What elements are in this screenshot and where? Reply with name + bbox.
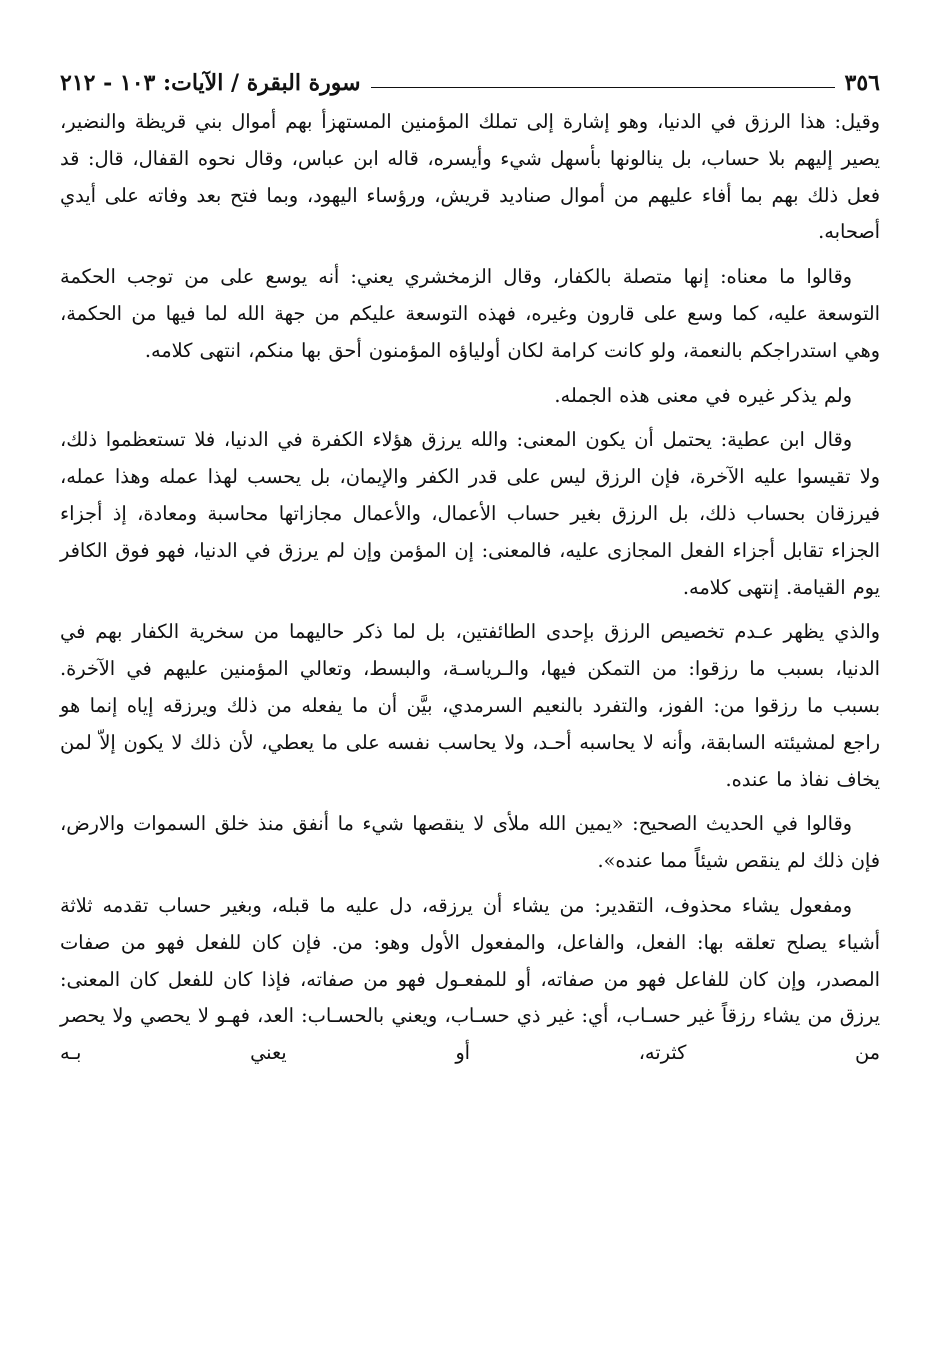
running-header bbox=[60, 60, 880, 94]
page-body bbox=[60, 104, 880, 1072]
book-page bbox=[60, 60, 880, 1300]
paragraph: وقيل: هذا الرزق في الدنيا، وهو إشارة إلى تملك المؤمنين المستهزأ بهم أموال بني قريظة والنضير، يصير إليهم بلا حساب، بل ينالونها بأسهل شيء وأيسره، قاله ابن عباس، وقال نحوه القفال، قال: قد فعل ذلك بهم بما أفاء عليهم من أموال صناديد قريش، ورؤساء اليهود، وبما فتح بعد وفاته على أيدي أصحابه. bbox=[60, 110, 880, 244]
paragraph: وقال ابن عطية: يحتمل أن يكون المعنى: والله يرزق هؤلاء الكفرة في الدنيا، فلا تستعظموا ذلك، ولا تقيسوا عليه الآخرة، فإن الرزق ليس على قدر الكفر والإيمان، بل يحسب لهذا عمله وهذا عمله، فيرزقان بحساب ذلك، بل الرزق بغير حساب الأعمال، والأعمال مجازاتها محاسبة ومعادة، إذ أجزاء الجزاء تقابل أجزاء الفعل المجازى عليه، فالمعنى: إن المؤمن وإن لم يرزق في الدنيا، فهو فوق الكافر يوم القيامة. إنتهى كلامه. bbox=[60, 428, 880, 599]
page-number: ٣٥٦ bbox=[844, 70, 880, 96]
paragraph: وقالوا ما معناه: إنها متصلة بالكفار، وقال الزمخشري يعني: أنه يوسع على من توجب الحكمة التوسعة عليه، كما وسع على قارون وغيره، فهذه التوسعة عليكم من جهة الله لما فيها من الحكمة، وهي استدراجكم بالنعمة، ولو كانت كرامة لكان أولياؤه المؤمنون أحق بها منكم، انتهى كلامه. bbox=[60, 265, 880, 362]
paragraph: وقالوا في الحديث الصحيح: «يمين الله ملأى لا ينقصها شيء ما أنفق منذ خلق السموات والارض، فإن ذلك لم ينقص شيئاً مما عنده». bbox=[60, 812, 880, 873]
header-title: سورة البقرة / الآيات: ١٠٣ - ٢١٢ bbox=[60, 70, 361, 96]
header-rule bbox=[371, 87, 835, 88]
paragraph: ولم يذكر غيره في معنى هذه الجمله. bbox=[554, 383, 852, 407]
paragraph: ومفعول يشاء محذوف، التقدير: من يشاء أن يرزقه، دل عليه ما قبله، وبغير حساب تقدمه ثلاثة أشياء يصلح تعلقه بها: الفعل، والفاعل، والمفعول الأول وهو: من. فإن كان للفعل فهو من صفات المصدر، وإن كان للفاعل فهو من صفاته، أو للمفعـول فهو من صفاته، فإذا كان للفعل كان المعنى: يرزق من يشاء رزقاً غير حسـاب، أي: غير ذي حسـاب، ويعني بالحسـاب: العد، فهـو لا يحصي ولا يحصر من كثرته، أو يعني بـه bbox=[60, 893, 880, 1065]
paragraph: والذي يظهر عـدم تخصيص الرزق بإحدى الطائفتين، بل لما ذكر حاليهما من سخرية الكفار بهم في الدنيا، بسبب ما رزقوا: من التمكن فيها، والـرياسـة، والبسط، وتعالي المؤمنين عليهم في الآخرة. بسبب ما رزقوا من: الفوز، والتفرد بالنعيم السرمدي، بيَّن أن ما يفعله من ذلك ويرزقه إياه إنما هو راجع لمشيئته السابقة، وأنه لا يحاسبه أحـد، ولا يحاسب نفسه على ما يعطي، لأن ذلك لا يكون إلاّ لمن يخاف نفاذ ما عنده. bbox=[60, 620, 880, 791]
